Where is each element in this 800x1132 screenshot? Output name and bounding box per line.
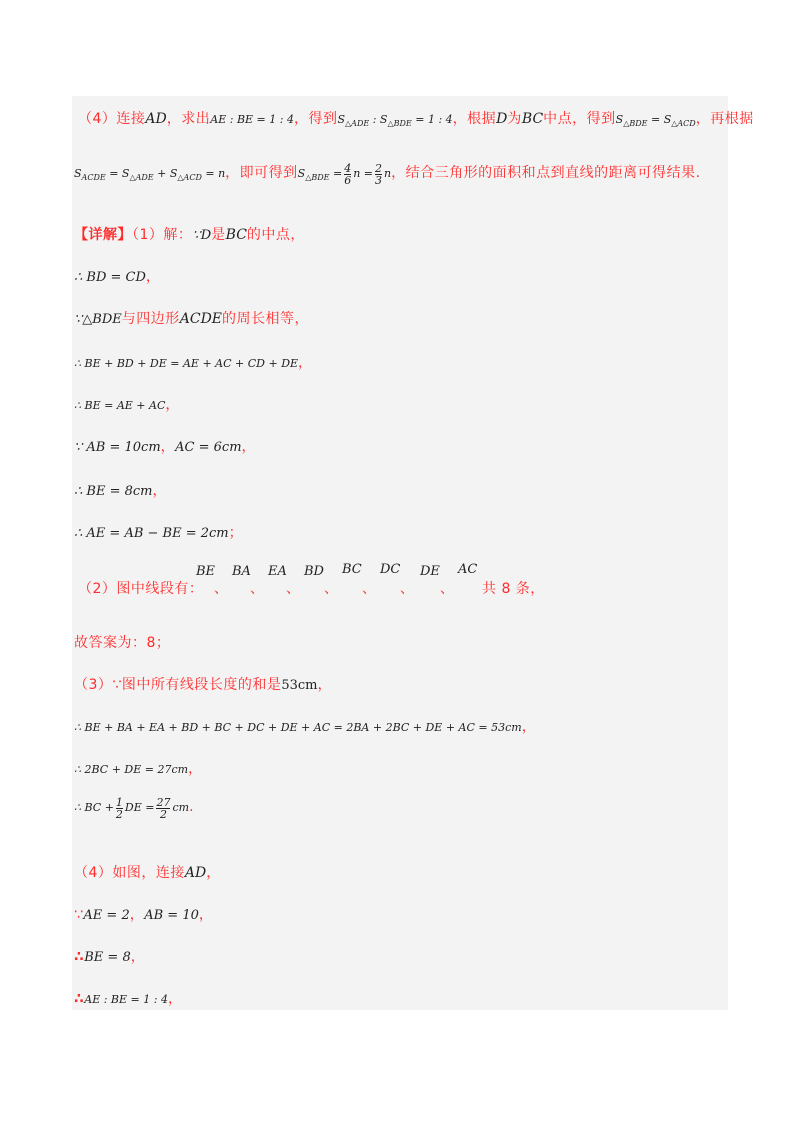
fraction-2-3: $\frac{2}{3}$ — [375, 161, 383, 187]
q2-line: （2）图中线段有： BE 、 BA 、 EA 、 BD 、 BC 、 DC 、 DE 、 AC 共 8 条， — [78, 562, 545, 597]
segment-label: BE — [196, 564, 216, 579]
step-1: ∴ BD = CD， — [74, 269, 161, 285]
step-5: ∵ AB = 10cm，AC = 6cm， — [74, 439, 257, 455]
q4-header: （4）如图，连接AD， — [74, 865, 221, 881]
step-6: ∴ BE = 8cm， — [74, 483, 167, 499]
q3-line-1: ∴ BE + BA + EA + BD + BC + DC + DE + AC = 2BA + 2BC + DE + AC = 53cm， — [74, 719, 537, 735]
hint-line-2: $S_{ACDE} = S_{\triangle ADE} + S_{\triangle ACD} = n$，即可得到$S_{\triangle BDE}$ = $\frac{4}{6}$ n = $\frac{2}{3}$ n，结合三角形的面积和点到直线的距离可得结果. — [74, 161, 701, 187]
step-4: ∴ BE = AE + AC， — [74, 397, 180, 413]
segment-label: BC — [342, 562, 362, 577]
q3-header: （3）∵图中所有线段长度的和是53cm， — [74, 677, 332, 693]
step-7: ∴ AE = AB − BE = 2cm； — [74, 525, 244, 541]
segment-label: BD — [304, 564, 324, 579]
hint-line-1: （4）连接AD，求出AE : BE = 1 : 4，得到$S_{\triangle ADE}$ : $S_{\triangle BDE} = 1$ : 4，根据D为BC中点，得到$S_{\triangle BDE} = S_{\triangle ACD}$，再根据 — [78, 111, 754, 128]
segment-label: AC — [458, 562, 478, 577]
solution-panel — [72, 96, 754, 1010]
detail-header: 【详解】（1）解：∵D是BC的中点， — [74, 227, 305, 243]
fraction-27-2: $\frac{27}{2}$ — [156, 795, 171, 821]
step-3: ∴ BE + BD + DE = AE + AC + CD + DE， — [74, 355, 313, 371]
q4-line-1: ∵AE = 2，AB = 10， — [74, 907, 214, 923]
fraction-1-2: $\frac{1}{2}$ — [115, 795, 123, 821]
segment-label: DE — [420, 564, 440, 579]
q4-line-2: ∴BE = 8， — [74, 949, 146, 965]
fraction-4-6: $\frac{4}{6}$ — [344, 161, 352, 187]
step-2: ∵△BDE与四边形ACDE的周长相等， — [74, 311, 310, 327]
segment-label: DC — [380, 562, 401, 577]
q4-line-3: ∴AE : BE = 1 : 4， — [74, 991, 183, 1007]
q3-line-3: ∴ BC + $\frac{1}{2}$ DE = $\frac{27}{2}$ cm. — [74, 795, 195, 821]
segment-label: BA — [232, 564, 251, 579]
answer-line: 故答案为：8； — [74, 635, 171, 651]
q3-line-2: ∴ 2BC + DE = 27cm， — [74, 761, 203, 777]
segment-label: EA — [268, 564, 287, 579]
